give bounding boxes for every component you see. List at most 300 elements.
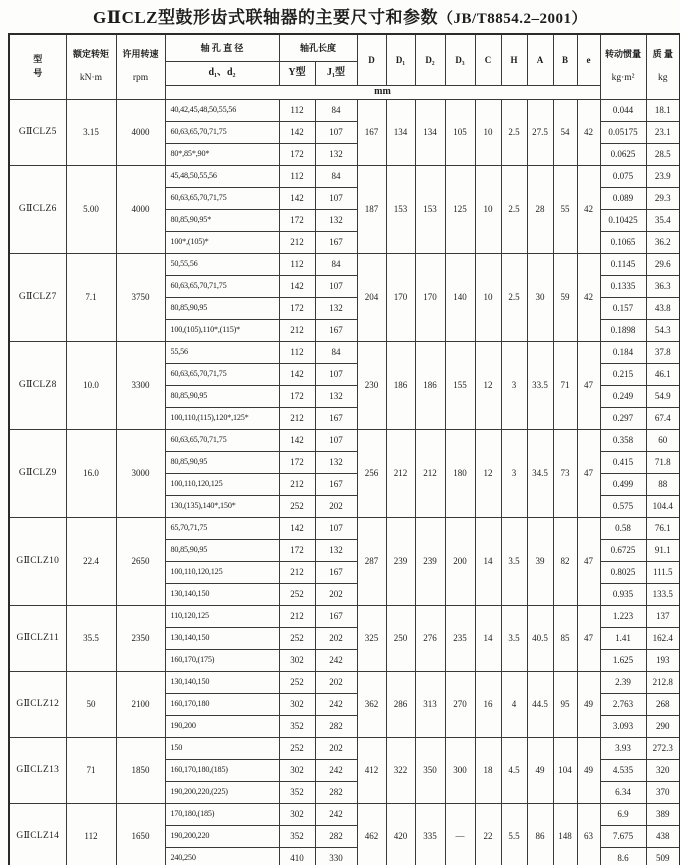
allowable-speed-cell: 2650 [116, 517, 165, 605]
bore-diameter-cell: 100*,(105)* [165, 231, 279, 253]
bore-diameter-cell: 190,200,220,(225) [165, 781, 279, 803]
j1-type-length-cell: 282 [315, 825, 357, 847]
col-header-D2: D₂ [415, 34, 445, 85]
rated-torque-cell: 10.0 [66, 341, 116, 429]
inertia-cell: 0.044 [600, 99, 646, 121]
dim-e-cell: 47 [577, 517, 600, 605]
rated-torque-cell: 5.00 [66, 165, 116, 253]
dim-D2-cell: 212 [415, 429, 445, 517]
bore-diameter-cell: 190,200,220 [165, 825, 279, 847]
bore-diameter-cell: 50,55,56 [165, 253, 279, 275]
j1-type-length-cell: 330 [315, 847, 357, 865]
dim-H-cell: 3 [501, 429, 527, 517]
dim-D1-cell: 212 [386, 429, 415, 517]
model-cell: GⅡCLZ10 [9, 517, 66, 605]
dim-C-cell: 16 [475, 671, 501, 737]
mass-cell: 54.3 [646, 319, 680, 341]
col-header-D3: D₃ [445, 34, 475, 85]
dim-D3-cell: 155 [445, 341, 475, 429]
col-header-e: e [577, 34, 600, 85]
page-title [0, 3, 680, 28]
inertia-cell: 4.535 [600, 759, 646, 781]
dim-C-cell: 10 [475, 253, 501, 341]
dim-D3-cell: 105 [445, 99, 475, 165]
inertia-cell: 0.075 [600, 165, 646, 187]
col-header-y-type: Y型 [279, 61, 315, 85]
mass-cell: 133.5 [646, 583, 680, 605]
inertia-cell: 0.215 [600, 363, 646, 385]
dim-D-cell: 230 [357, 341, 386, 429]
bore-diameter-cell: 80,85,90,95 [165, 539, 279, 561]
j1-type-length-cell: 107 [315, 187, 357, 209]
bore-diameter-cell: 60,63,65,70,71,75 [165, 121, 279, 143]
dim-H-cell: 3.5 [501, 517, 527, 605]
y-type-length-cell: 352 [279, 825, 315, 847]
col-header-B: B [553, 34, 577, 85]
dim-D2-cell: 153 [415, 165, 445, 253]
dim-D3-cell: 125 [445, 165, 475, 253]
mass-cell: 212.8 [646, 671, 680, 693]
y-type-length-cell: 302 [279, 759, 315, 781]
y-type-length-cell: 172 [279, 209, 315, 231]
bore-diameter-cell: 130,140,150 [165, 671, 279, 693]
table-row [9, 165, 680, 187]
j1-type-length-cell: 202 [315, 495, 357, 517]
col-header-D1: D₁ [386, 34, 415, 85]
dim-D1-cell: 239 [386, 517, 415, 605]
j1-type-length-cell: 282 [315, 781, 357, 803]
table-row [9, 671, 680, 693]
dim-D1-cell: 322 [386, 737, 415, 803]
dim-e-cell: 47 [577, 341, 600, 429]
y-type-length-cell: 212 [279, 231, 315, 253]
dim-A-cell: 44.5 [527, 671, 553, 737]
j1-type-length-cell: 167 [315, 561, 357, 583]
bore-diameter-cell: 80*,85*,90* [165, 143, 279, 165]
model-cell: GⅡCLZ11 [9, 605, 66, 671]
j1-type-length-cell: 132 [315, 297, 357, 319]
col-header-bore-length: 轴孔长度 [279, 34, 357, 61]
mass-cell: 193 [646, 649, 680, 671]
y-type-length-cell: 172 [279, 297, 315, 319]
y-type-length-cell: 252 [279, 737, 315, 759]
dim-B-cell: 55 [553, 165, 577, 253]
j1-type-length-cell: 132 [315, 385, 357, 407]
inertia-cell: 3.093 [600, 715, 646, 737]
model-cell: GⅡCLZ12 [9, 671, 66, 737]
j1-type-length-cell: 242 [315, 693, 357, 715]
mass-cell: 35.4 [646, 209, 680, 231]
mass-cell: 91.1 [646, 539, 680, 561]
col-header-H: H [501, 34, 527, 85]
dim-e-cell: 63 [577, 803, 600, 865]
dim-e-cell: 47 [577, 605, 600, 671]
table-row [9, 341, 680, 363]
dim-D3-cell: — [445, 803, 475, 865]
dim-C-cell: 18 [475, 737, 501, 803]
mass-cell: 36.3 [646, 275, 680, 297]
dim-D1-cell: 134 [386, 99, 415, 165]
y-type-length-cell: 212 [279, 407, 315, 429]
dim-D3-cell: 235 [445, 605, 475, 671]
mass-cell: 43.8 [646, 297, 680, 319]
mass-cell: 46.1 [646, 363, 680, 385]
col-header-inertia: 转动惯量 kg·m² [600, 34, 646, 99]
inertia-cell: 0.358 [600, 429, 646, 451]
dim-H-cell: 2.5 [501, 165, 527, 253]
j1-type-length-cell: 242 [315, 803, 357, 825]
y-type-length-cell: 142 [279, 429, 315, 451]
y-type-length-cell: 302 [279, 803, 315, 825]
dim-D1-cell: 286 [386, 671, 415, 737]
mass-cell: 272.3 [646, 737, 680, 759]
table-row [9, 99, 680, 121]
mass-cell: 76.1 [646, 517, 680, 539]
dim-H-cell: 4.5 [501, 737, 527, 803]
dim-A-cell: 30 [527, 253, 553, 341]
y-type-length-cell: 212 [279, 561, 315, 583]
inertia-cell: 3.93 [600, 737, 646, 759]
j1-type-length-cell: 167 [315, 605, 357, 627]
bore-diameter-cell: 170,180,(185) [165, 803, 279, 825]
dim-D-cell: 325 [357, 605, 386, 671]
y-type-length-cell: 112 [279, 99, 315, 121]
model-cell: GⅡCLZ8 [9, 341, 66, 429]
j1-type-length-cell: 84 [315, 99, 357, 121]
dim-D2-cell: 350 [415, 737, 445, 803]
inertia-cell: 0.575 [600, 495, 646, 517]
dim-D2-cell: 335 [415, 803, 445, 865]
bore-diameter-cell: 80,85,90,95* [165, 209, 279, 231]
mass-cell: 67.4 [646, 407, 680, 429]
j1-type-length-cell: 84 [315, 253, 357, 275]
dim-C-cell: 10 [475, 165, 501, 253]
mass-cell: 71.8 [646, 451, 680, 473]
col-header-rated-torque: 额定转矩 kN·m [66, 34, 116, 99]
inertia-cell: 0.1898 [600, 319, 646, 341]
inertia-cell: 0.05175 [600, 121, 646, 143]
bore-diameter-cell: 160,170,180 [165, 693, 279, 715]
mass-cell: 23.1 [646, 121, 680, 143]
rated-torque-cell: 112 [66, 803, 116, 865]
dim-D-cell: 167 [357, 99, 386, 165]
mass-cell: 28.5 [646, 143, 680, 165]
dim-A-cell: 33.5 [527, 341, 553, 429]
dim-D3-cell: 140 [445, 253, 475, 341]
inertia-cell: 2.39 [600, 671, 646, 693]
rated-torque-cell: 16.0 [66, 429, 116, 517]
dim-H-cell: 2.5 [501, 99, 527, 165]
dim-C-cell: 22 [475, 803, 501, 865]
dim-D3-cell: 180 [445, 429, 475, 517]
j1-type-length-cell: 84 [315, 341, 357, 363]
mass-cell: 60 [646, 429, 680, 451]
dim-D1-cell: 186 [386, 341, 415, 429]
j1-type-length-cell: 242 [315, 649, 357, 671]
dim-D-cell: 204 [357, 253, 386, 341]
model-cell: GⅡCLZ14 [9, 803, 66, 865]
bore-diameter-cell: 60,63,65,70,71,75 [165, 429, 279, 451]
y-type-length-cell: 212 [279, 605, 315, 627]
bore-diameter-cell: 100,110,120,125 [165, 473, 279, 495]
dim-D-cell: 256 [357, 429, 386, 517]
bore-diameter-cell: 160,170,(175) [165, 649, 279, 671]
mass-cell: 389 [646, 803, 680, 825]
rated-torque-cell: 35.5 [66, 605, 116, 671]
dim-D-cell: 462 [357, 803, 386, 865]
inertia-cell: 0.157 [600, 297, 646, 319]
mass-cell: 290 [646, 715, 680, 737]
col-header-bore-diameter: 轴 孔 直 径 [165, 34, 279, 61]
mass-cell: 268 [646, 693, 680, 715]
dim-D2-cell: 313 [415, 671, 445, 737]
j1-type-length-cell: 132 [315, 451, 357, 473]
table-row [9, 737, 680, 759]
inertia-cell: 0.8025 [600, 561, 646, 583]
dim-C-cell: 12 [475, 341, 501, 429]
y-type-length-cell: 172 [279, 451, 315, 473]
bore-diameter-cell: 60,63,65,70,71,75 [165, 187, 279, 209]
mass-cell: 111.5 [646, 561, 680, 583]
col-header-D: D [357, 34, 386, 85]
dim-e-cell: 42 [577, 99, 600, 165]
inertia-cell: 0.6725 [600, 539, 646, 561]
dim-D-cell: 412 [357, 737, 386, 803]
bore-diameter-cell: 100,110,(115),120*,125* [165, 407, 279, 429]
y-type-length-cell: 252 [279, 671, 315, 693]
j1-type-length-cell: 132 [315, 209, 357, 231]
rated-torque-cell: 3.15 [66, 99, 116, 165]
j1-type-length-cell: 167 [315, 473, 357, 495]
inertia-cell: 8.6 [600, 847, 646, 865]
inertia-cell: 1.625 [600, 649, 646, 671]
y-type-length-cell: 142 [279, 275, 315, 297]
col-header-allowable-speed: 许用转速 rpm [116, 34, 165, 99]
model-cell: GⅡCLZ13 [9, 737, 66, 803]
page-title-main: GⅡCLZ型鼓形齿式联轴器的主要尺寸和参数 [93, 8, 439, 27]
y-type-length-cell: 212 [279, 319, 315, 341]
coupling-dimensions-table [8, 33, 680, 865]
j1-type-length-cell: 242 [315, 759, 357, 781]
col-header-A: A [527, 34, 553, 85]
y-type-length-cell: 172 [279, 539, 315, 561]
inertia-cell: 0.935 [600, 583, 646, 605]
rated-torque-cell: 22.4 [66, 517, 116, 605]
dim-H-cell: 3 [501, 341, 527, 429]
mass-cell: 23.9 [646, 165, 680, 187]
inertia-cell: 1.223 [600, 605, 646, 627]
y-type-length-cell: 112 [279, 165, 315, 187]
dim-B-cell: 104 [553, 737, 577, 803]
mass-cell: 36.2 [646, 231, 680, 253]
bore-diameter-cell: 40,42,45,48,50,55,56 [165, 99, 279, 121]
j1-type-length-cell: 167 [315, 231, 357, 253]
col-header-C: C [475, 34, 501, 85]
bore-diameter-cell: 65,70,71,75 [165, 517, 279, 539]
j1-type-length-cell: 132 [315, 539, 357, 561]
table-row [9, 803, 680, 825]
mass-cell: 18.1 [646, 99, 680, 121]
mass-cell: 29.3 [646, 187, 680, 209]
j1-type-length-cell: 202 [315, 627, 357, 649]
allowable-speed-cell: 3300 [116, 341, 165, 429]
rated-torque-cell: 50 [66, 671, 116, 737]
mass-cell: 162.4 [646, 627, 680, 649]
allowable-speed-cell: 2350 [116, 605, 165, 671]
dim-D2-cell: 170 [415, 253, 445, 341]
dim-A-cell: 27.5 [527, 99, 553, 165]
y-type-length-cell: 212 [279, 473, 315, 495]
bore-diameter-cell: 100,(105),110*,(115)* [165, 319, 279, 341]
allowable-speed-cell: 1650 [116, 803, 165, 865]
col-header-d1-d2: d₁、d₂ [165, 61, 279, 85]
dim-D2-cell: 134 [415, 99, 445, 165]
bore-diameter-cell: 150 [165, 737, 279, 759]
mass-cell: 29.6 [646, 253, 680, 275]
y-type-length-cell: 172 [279, 143, 315, 165]
inertia-cell: 6.9 [600, 803, 646, 825]
dim-D1-cell: 420 [386, 803, 415, 865]
j1-type-length-cell: 107 [315, 121, 357, 143]
y-type-length-cell: 112 [279, 341, 315, 363]
inertia-cell: 0.0625 [600, 143, 646, 165]
dim-A-cell: 39 [527, 517, 553, 605]
bore-diameter-cell: 60,63,65,70,71,75 [165, 363, 279, 385]
dim-e-cell: 42 [577, 253, 600, 341]
mass-cell: 137 [646, 605, 680, 627]
mass-cell: 88 [646, 473, 680, 495]
y-type-length-cell: 172 [279, 385, 315, 407]
col-header-j1-type: J₁型 [315, 61, 357, 85]
y-type-length-cell: 352 [279, 715, 315, 737]
j1-type-length-cell: 202 [315, 671, 357, 693]
bore-diameter-cell: 80,85,90,95 [165, 451, 279, 473]
inertia-cell: 0.089 [600, 187, 646, 209]
y-type-length-cell: 142 [279, 363, 315, 385]
allowable-speed-cell: 3000 [116, 429, 165, 517]
dim-B-cell: 73 [553, 429, 577, 517]
j1-type-length-cell: 167 [315, 319, 357, 341]
rated-torque-cell: 7.1 [66, 253, 116, 341]
bore-diameter-cell: 240,250 [165, 847, 279, 865]
bore-diameter-cell: 160,170,180,(185) [165, 759, 279, 781]
model-cell: GⅡCLZ9 [9, 429, 66, 517]
bore-diameter-cell: 45,48,50,55,56 [165, 165, 279, 187]
dim-A-cell: 40.5 [527, 605, 553, 671]
allowable-speed-cell: 2100 [116, 671, 165, 737]
bore-diameter-cell: 110,120,125 [165, 605, 279, 627]
bore-diameter-cell: 130,140,150 [165, 627, 279, 649]
y-type-length-cell: 252 [279, 495, 315, 517]
table-row [9, 429, 680, 451]
dim-A-cell: 86 [527, 803, 553, 865]
dim-B-cell: 95 [553, 671, 577, 737]
col-header-model: 型 号 [9, 34, 66, 99]
y-type-length-cell: 252 [279, 583, 315, 605]
dim-H-cell: 2.5 [501, 253, 527, 341]
j1-type-length-cell: 202 [315, 737, 357, 759]
dim-H-cell: 3.5 [501, 605, 527, 671]
j1-type-length-cell: 107 [315, 429, 357, 451]
mass-cell: 438 [646, 825, 680, 847]
model-cell: GⅡCLZ5 [9, 99, 66, 165]
dim-e-cell: 47 [577, 429, 600, 517]
dim-B-cell: 82 [553, 517, 577, 605]
bore-diameter-cell: 80,85,90,95 [165, 385, 279, 407]
dim-A-cell: 49 [527, 737, 553, 803]
j1-type-length-cell: 282 [315, 715, 357, 737]
dim-C-cell: 14 [475, 517, 501, 605]
dim-C-cell: 12 [475, 429, 501, 517]
dim-B-cell: 148 [553, 803, 577, 865]
dim-D-cell: 187 [357, 165, 386, 253]
table-row [9, 517, 680, 539]
unit-row-mm: mm [165, 85, 600, 99]
inertia-cell: 0.10425 [600, 209, 646, 231]
dim-D3-cell: 200 [445, 517, 475, 605]
y-type-length-cell: 112 [279, 253, 315, 275]
y-type-length-cell: 302 [279, 649, 315, 671]
bore-diameter-cell: 130,140,150 [165, 583, 279, 605]
dim-D3-cell: 270 [445, 671, 475, 737]
mass-cell: 104.4 [646, 495, 680, 517]
y-type-length-cell: 142 [279, 517, 315, 539]
dim-D-cell: 287 [357, 517, 386, 605]
bore-diameter-cell: 100,110,120,125 [165, 561, 279, 583]
y-type-length-cell: 142 [279, 187, 315, 209]
bore-diameter-cell: 190,200 [165, 715, 279, 737]
bore-diameter-cell: 55,56 [165, 341, 279, 363]
dim-D2-cell: 239 [415, 517, 445, 605]
rated-torque-cell: 71 [66, 737, 116, 803]
table-body [9, 99, 680, 865]
model-cell: GⅡCLZ7 [9, 253, 66, 341]
inertia-cell: 0.1065 [600, 231, 646, 253]
j1-type-length-cell: 202 [315, 583, 357, 605]
inertia-cell: 0.58 [600, 517, 646, 539]
table-row [9, 253, 680, 275]
y-type-length-cell: 410 [279, 847, 315, 865]
dim-D1-cell: 153 [386, 165, 415, 253]
dim-D-cell: 362 [357, 671, 386, 737]
inertia-cell: 7.675 [600, 825, 646, 847]
inertia-cell: 0.415 [600, 451, 646, 473]
dim-B-cell: 59 [553, 253, 577, 341]
dim-B-cell: 54 [553, 99, 577, 165]
allowable-speed-cell: 1850 [116, 737, 165, 803]
dim-B-cell: 71 [553, 341, 577, 429]
dim-e-cell: 49 [577, 671, 600, 737]
mass-cell: 509 [646, 847, 680, 865]
page-title-standard: （JB/T8854.2–2001） [438, 11, 587, 27]
dim-A-cell: 28 [527, 165, 553, 253]
allowable-speed-cell: 4000 [116, 99, 165, 165]
dim-H-cell: 4 [501, 671, 527, 737]
mass-cell: 320 [646, 759, 680, 781]
j1-type-length-cell: 107 [315, 275, 357, 297]
dim-D2-cell: 186 [415, 341, 445, 429]
bore-diameter-cell: 60,63,65,70,71,75 [165, 275, 279, 297]
dim-e-cell: 49 [577, 737, 600, 803]
inertia-cell: 1.41 [600, 627, 646, 649]
col-header-mass: 质 量 kg [646, 34, 680, 99]
j1-type-length-cell: 84 [315, 165, 357, 187]
dim-H-cell: 5.5 [501, 803, 527, 865]
inertia-cell: 0.499 [600, 473, 646, 495]
inertia-cell: 0.297 [600, 407, 646, 429]
y-type-length-cell: 142 [279, 121, 315, 143]
dim-D3-cell: 300 [445, 737, 475, 803]
